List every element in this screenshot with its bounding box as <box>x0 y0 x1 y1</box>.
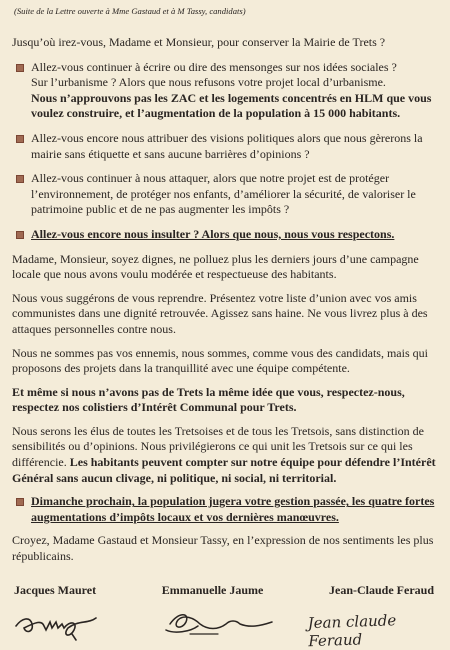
handwritten-signature-feraud: Jean claude Feraud <box>307 610 397 650</box>
question-1 <box>12 60 438 122</box>
question-5-text: Dimanche prochain, la population jugera votre gestion passée, les quatre fortes augmentations d’impôts locaux et vos dernières manœuvres. <box>31 494 435 524</box>
square-bullet-icon <box>16 175 24 183</box>
question-1-line2: Sur l’urbanisme ? Alors que nous refusons votre projet local d’urbanisme. <box>31 75 386 90</box>
square-bullet-icon <box>16 135 24 143</box>
signature-jaume <box>160 604 280 642</box>
question-3 <box>12 171 438 218</box>
paragraph-2: Nous vous suggérons de vous reprendre. Présentez votre liste d’union avec vos amis communistes dans une dignité retrouvée. Agissez sans haine. Ne vous livrez plus à des attaques personnelles contre nous. <box>12 290 428 336</box>
question-4 <box>12 227 438 243</box>
question-5 <box>12 494 438 525</box>
square-bullet-icon <box>16 231 24 239</box>
signature-row <box>12 604 438 650</box>
signature-mauret <box>12 604 112 642</box>
signatory-2: Emmanuelle Jaume <box>161 582 264 597</box>
square-bullet-icon <box>16 64 24 72</box>
paragraph-3: Nous ne sommes pas vos ennemis, nous sommes, comme vous des candidats, mais qui proposons des projets dans la tranquillité avec une équipe compétente. <box>12 345 428 376</box>
signatory-1: Jacques Mauret <box>14 582 97 597</box>
signatory-names <box>12 583 438 598</box>
paragraph-4: Et même si nous n’avons pas de Trets la même idée que vous, respectez-nous, respectez nos colistiers d’Intérêt Communal pour Trets. <box>12 384 405 415</box>
closing-paragraph: Croyez, Madame Gastaud et Monsieur Tassy, en l’expression de nos sentiments les plus républicains. <box>12 533 434 564</box>
signatory-3: Jean-Claude Feraud <box>329 582 434 597</box>
question-4-text: Allez-vous encore nous insulter ? Alors que nous, nous vous respectons. <box>31 226 395 241</box>
question-1-bold: Nous n’approuvons pas les ZAC et les logements concentrés en HLM que vous voulez construire, et l’augmentation de la population à 15 000 habitants. <box>31 90 432 121</box>
paragraph-1: Madame, Monsieur, soyez dignes, ne polluez plus les derniers jours d’une campagne locale que nous avons voulu modérée et respectueuse des habitants. <box>12 251 419 282</box>
paragraph-5-bold: Les habitants peuvent compter sur notre équipe pour défendre l’Intérêt Général sans aucun clivage, ni politique, ni social, ni territorial. <box>12 455 436 485</box>
question-3-text: Allez-vous continuer à nous attaquer, alors que notre projet est de protéger l’environnement, de protéger nos enfants, d’améliorer la sécurité, de valoriser le patrimoine public et de ne pas augmenter les impôts ? <box>31 171 416 217</box>
question-2-text: Allez-vous encore nous attribuer des visions politiques alors que nous gèrerons la mairie sans étiquette et sans aucune barrières d’opinions ? <box>31 130 423 161</box>
question-1-line1: Allez-vous continuer à écrire ou dire des mensonges sur nos idées sociales ? <box>31 59 397 74</box>
question-2 <box>12 131 438 162</box>
intro-question: Jusqu’où irez-vous, Madame et Monsieur, pour conserver la Mairie de Trets ? <box>12 35 386 49</box>
paragraph-5-normal: Nous serons les élus de toutes les Tretsoises et de tous les Tretsois, sans distinction de sensibilités ou d’opinions. Nous privilégierons ce qui unit les Tretsois sur ce qui les différencie. <box>12 423 424 470</box>
letter-header: (Suite de la Lettre ouverte à Mme Gastaud et à M Tassy, candidats) <box>14 6 246 16</box>
square-bullet-icon <box>16 498 24 506</box>
paragraph-5 <box>12 424 438 486</box>
